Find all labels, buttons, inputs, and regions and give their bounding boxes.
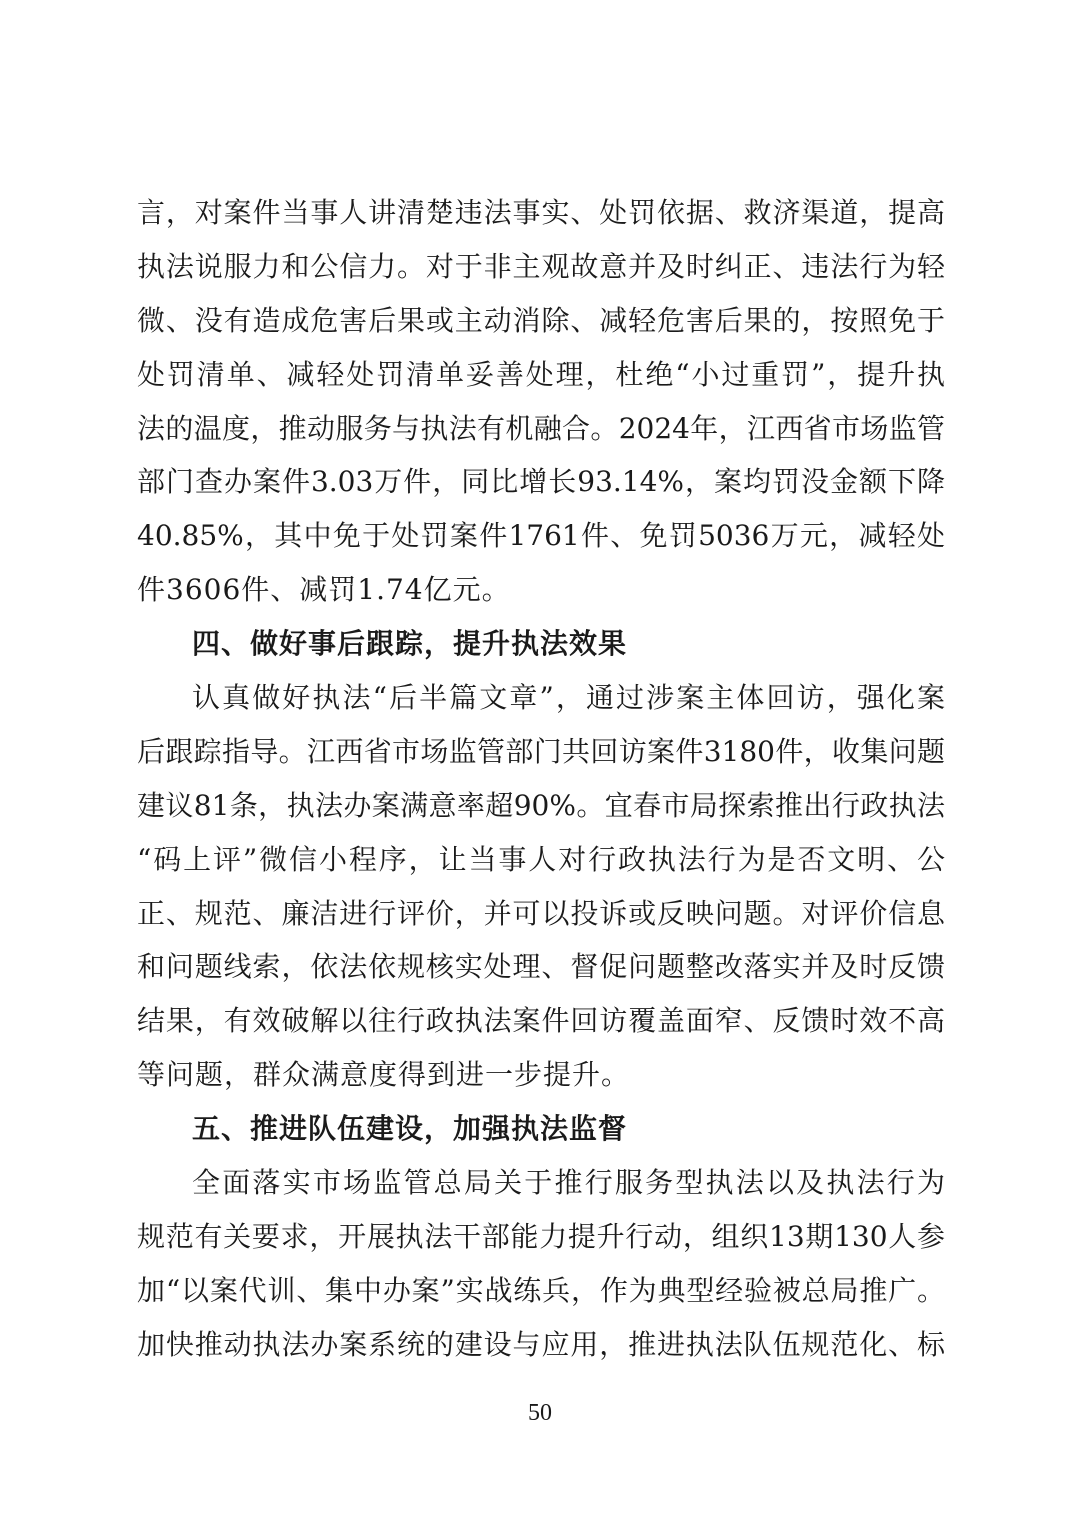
section-heading-4: 四、做好事后跟踪，提升执法效果 [192,627,628,661]
paragraph [137,1156,945,1372]
text-line: 加“以案代训、集中办案”实战练兵，作为典型经验被总局推广。 [137,1273,945,1307]
text-line: 结果，有效破解以往行政执法案件回访覆盖面窄、反馈时效不高 [137,1004,945,1038]
text-line: 后跟踪指导。江西省市场监管部门共回访案件3180件，收集问题 [137,734,945,768]
text-line: 等问题，群众满意度得到进一步提升。 [137,1058,631,1092]
page-number: 50 [528,1400,552,1426]
text-line: 和问题线索，依法依规核实处理、督促问题整改落实并及时反馈 [137,950,945,984]
text-line: 部门查办案件3.03万件，同比增长93.14%，案均罚没金额下降 [137,465,945,499]
paragraph [137,671,945,1102]
text-line: 建议81条，执法办案满意率超90%。宜春市局探索推出行政执法 [137,788,945,822]
section-heading-5: 五、推进队伍建设，加强执法监督 [192,1112,628,1146]
text-line: 认真做好执法“后半篇文章”，通过涉案主体回访，强化案 [192,681,945,715]
paragraph [137,186,945,617]
text-line: 正、规范、廉洁进行评价，并可以投诉或反映问题。对评价信息 [137,896,945,930]
text-line: 微、没有造成危害后果或主动消除、减轻危害后果的，按照免于 [137,303,945,337]
text-line: 法的温度，推动服务与执法有机融合。2024年，江西省市场监管 [137,411,945,445]
text-line: 加快推动执法办案系统的建设与应用，推进执法队伍规范化、标 [137,1327,945,1361]
text-line: 全面落实市场监管总局关于推行服务型执法以及执法行为 [192,1166,945,1200]
text-line: “码上评”微信小程序，让当事人对行政执法行为是否文明、公 [137,842,945,876]
document-body [137,186,945,1372]
text-line: 言，对案件当事人讲清楚违法事实、处罚依据、救济渠道，提高 [137,196,945,229]
text-line: 处罚清单、减轻处罚清单妥善处理，杜绝“小过重罚”，提升执 [137,357,945,391]
text-line: 规范有关要求，开展执法干部能力提升行动，组织13期130人参 [137,1219,945,1253]
text-line: 执法说服力和公信力。对于非主观故意并及时纠正、违法行为轻 [137,249,945,283]
text-line: 40.85%，其中免于处罚案件1761件、免罚5036万元，减轻处 [137,519,945,553]
text-line: 件3606件、减罚1.74亿元。 [137,573,511,607]
